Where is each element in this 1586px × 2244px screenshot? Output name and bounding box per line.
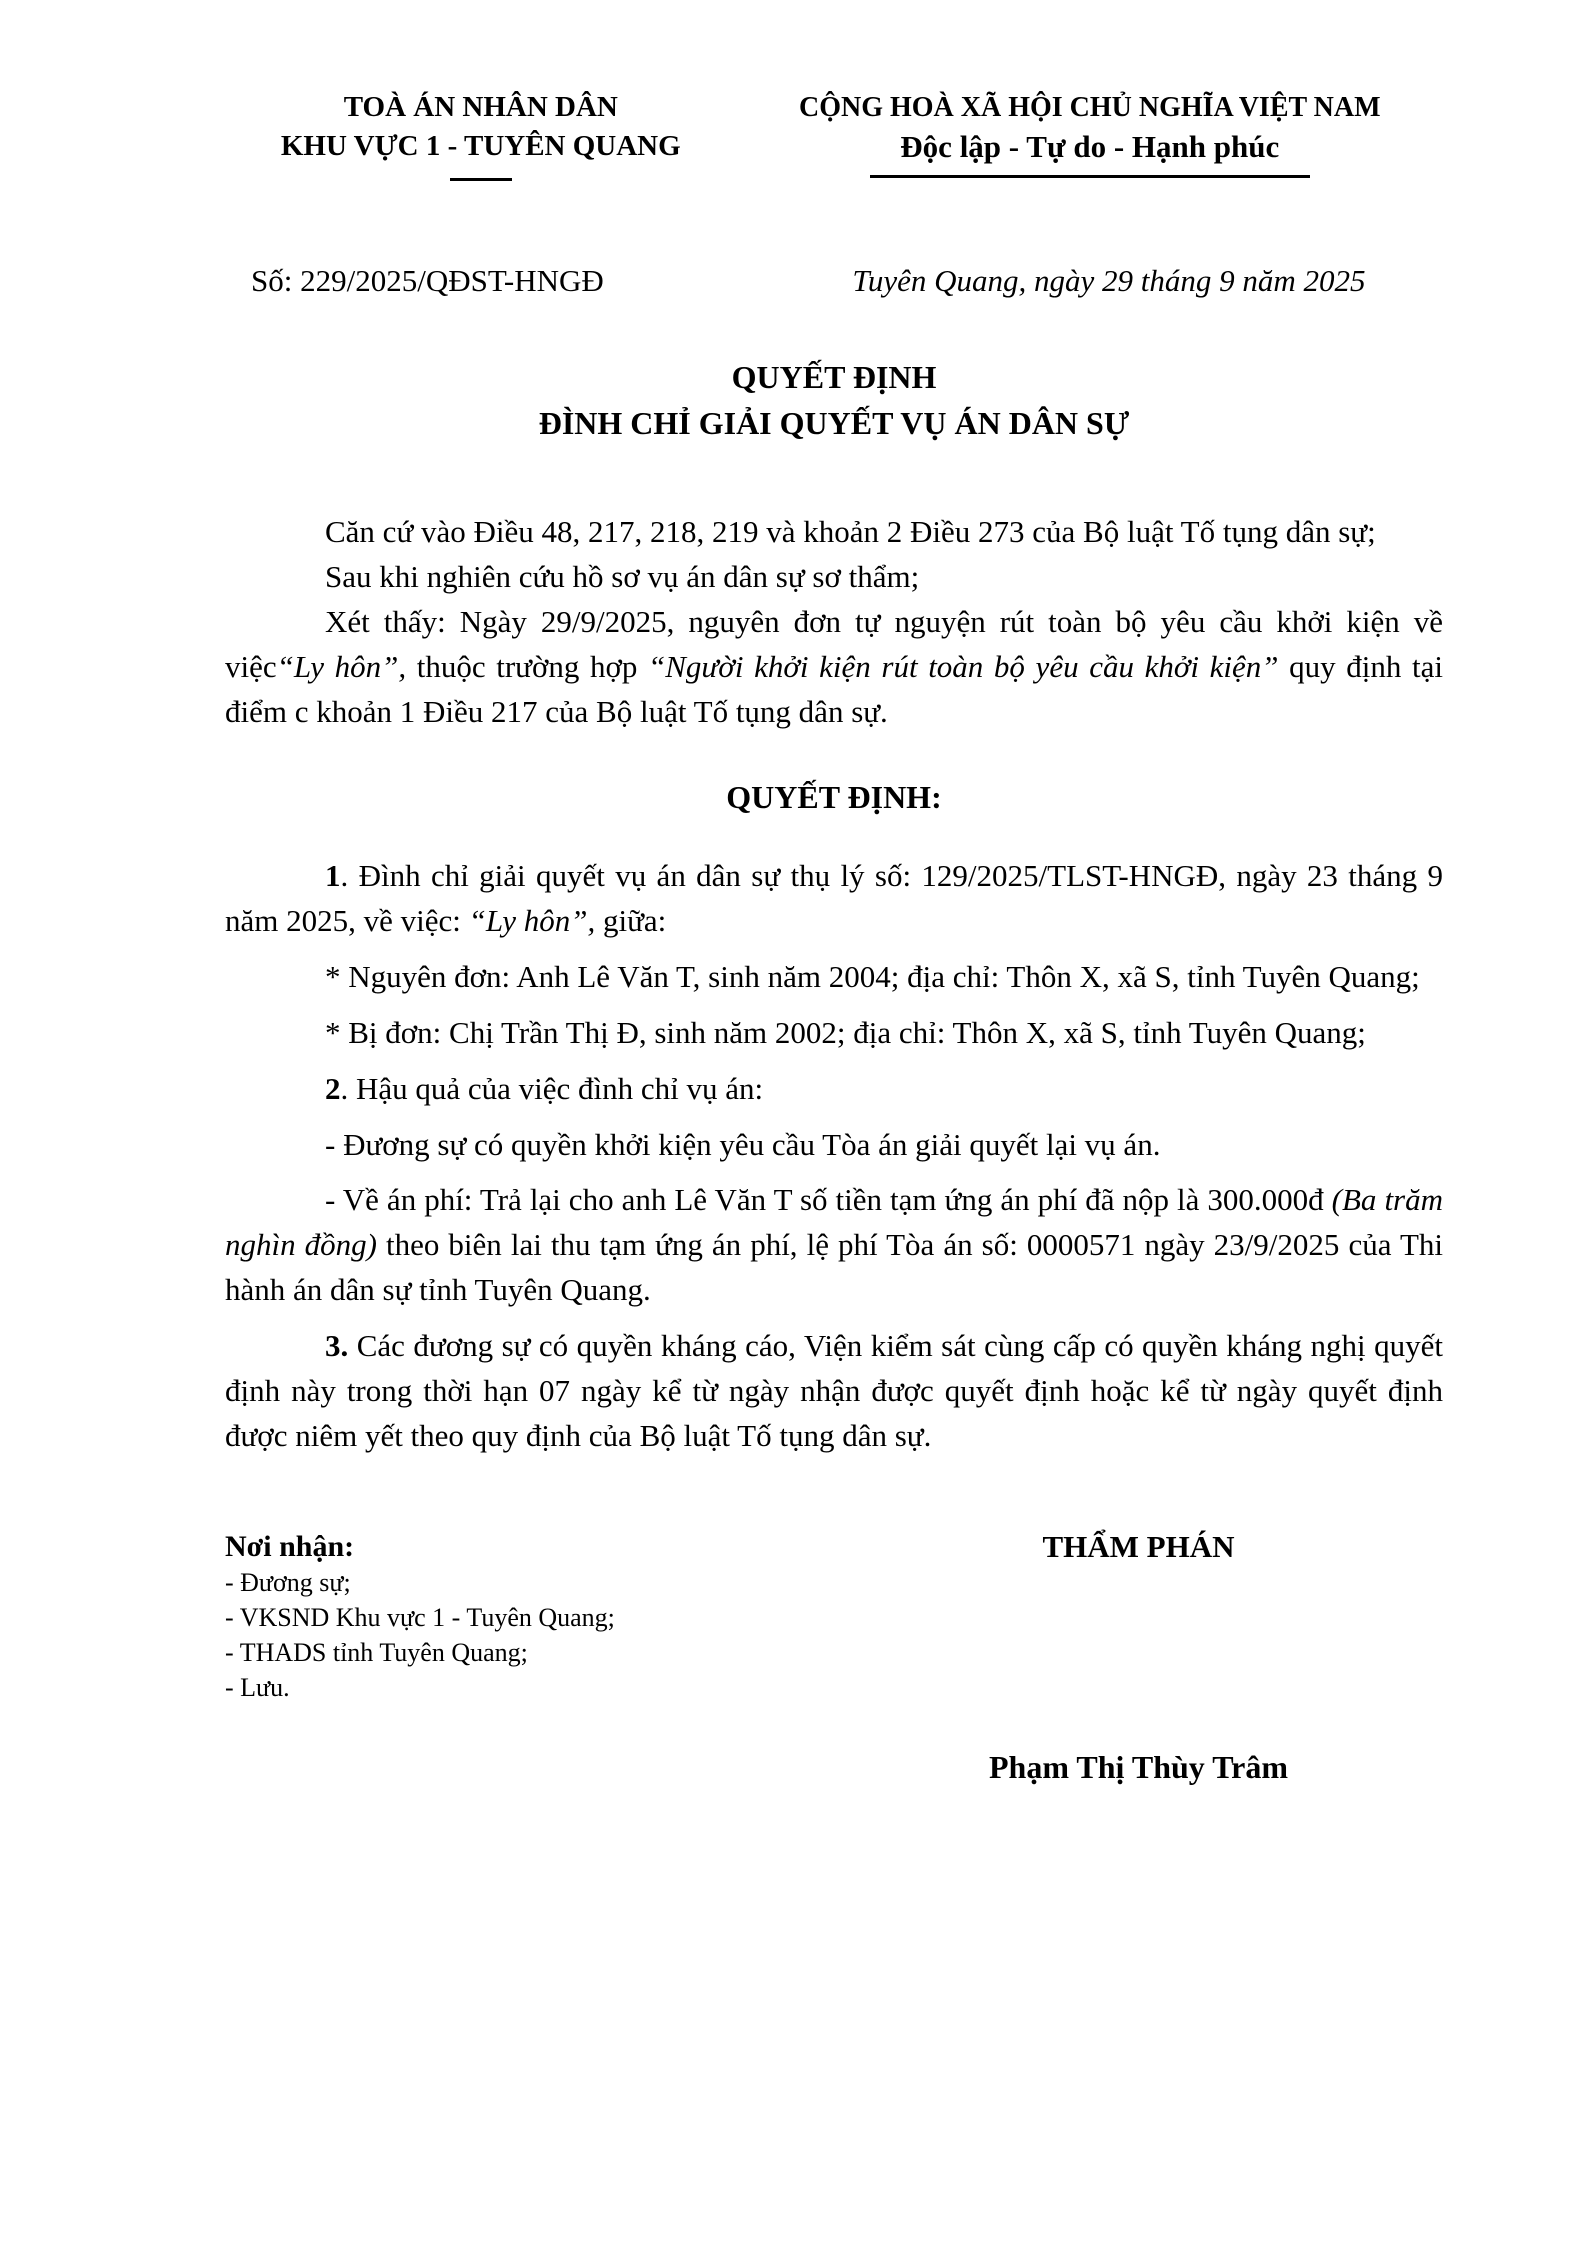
document-title-line1: QUYẾT ĐỊNH [731, 359, 937, 396]
recipients-label: Nơi nhận: [225, 1530, 355, 1564]
paragraph: Căn cứ vào Điều 48, 217, 218, 219 và khoản 2 Điều 273 của Bộ luật Tố tụng dân sự; [325, 514, 1376, 550]
republic-title: CỘNG HOÀ XÃ HỘI CHỦ NGHĨA VIỆT NAM [798, 92, 1381, 123]
document-title [225, 355, 1443, 446]
paragraph: 1. Đình chỉ giải quyết vụ án dân sự thụ lý số: 129/2025/TLST-HNGĐ, ngày 23 tháng 9 năm 2025, về việc: “Ly hôn”, giữa: [225, 857, 1443, 938]
document-footer [225, 1527, 1443, 1786]
paragraph: 2. Hậu quả của việc đình chỉ vụ án: [325, 1070, 764, 1106]
recipient-line: - Lưu. [225, 1672, 290, 1702]
court-name-line2: KHU VỰC 1 - TUYÊN QUANG [280, 130, 681, 163]
number-date-row [225, 263, 1443, 299]
motto-line: Độc lập - Tự do - Hạnh phúc [900, 129, 1280, 165]
recipients-block [225, 1527, 834, 1786]
judge-name: Phạm Thị Thùy Trâm [988, 1749, 1289, 1786]
recipient-line: - Đương sự; [225, 1568, 351, 1598]
court-underline [450, 178, 512, 181]
recipients-list [225, 1566, 834, 1705]
place-and-date: Tuyên Quang, ngày 29 tháng 9 năm 2025 [852, 263, 1366, 299]
paragraph: Xét thấy: Ngày 29/9/2025, nguyên đơn tự nguyện rút toàn bộ yêu cầu khởi kiện về việc“Ly hôn”, thuộc trường hợp “Người khởi kiện rút toàn bộ yêu cầu khởi kiện” quy định tại điểm c khoản 1 Điều 217 của Bộ luật Tố tụng dân sự. [225, 604, 1443, 729]
decision-heading: QUYẾT ĐỊNH: [726, 778, 942, 815]
paragraph: - Đương sự có quyền khởi kiện yêu cầu Tòa án giải quyết lại vụ án. [325, 1126, 1161, 1162]
court-name-line1: TOÀ ÁN NHÂN DÂN [343, 91, 618, 123]
judge-title: THẨM PHÁN [1042, 1529, 1235, 1565]
document-number: Số: 229/2025/QĐST-HNGĐ [251, 263, 604, 299]
recipient-line: - THADS tỉnh Tuyên Quang; [225, 1637, 528, 1667]
recipient-line: - VKSND Khu vực 1 - Tuyên Quang; [225, 1602, 615, 1632]
paragraph: - Về án phí: Trả lại cho anh Lê Văn T số tiền tạm ứng án phí đã nộp là 300.000đ (Ba trăm nghìn đồng) theo biên lai thu tạm ứng án phí, lệ phí Tòa án số: 0000571 ngày 23/9/2025 của Thi hành án dân sự tỉnh Tuyên Quang. [225, 1182, 1444, 1308]
paragraph: 3. Các đương sự có quyền kháng cáo, Viện kiểm sát cùng cấp có quyền kháng nghị quyết định này trong thời hạn 07 ngày kể từ ngày nhận được quyết định hoặc kể từ ngày quyết định được niêm yết theo quy định của Bộ luật Tố tụng dân sự. [225, 1328, 1443, 1454]
court-name-block [225, 88, 737, 181]
national-motto-block [737, 88, 1443, 181]
paragraph: * Bị đơn: Chị Trần Thị Đ, sinh năm 2002; địa chỉ: Thôn X, xã S, tỉnh Tuyên Quang; [325, 1014, 1366, 1050]
preamble [225, 510, 1443, 735]
paragraph: Sau khi nghiên cứu hồ sơ vụ án dân sự sơ thẩm; [325, 559, 920, 595]
signature-block [834, 1527, 1443, 1786]
document-title-line2: ĐÌNH CHỈ GIẢI QUYẾT VỤ ÁN DÂN SỰ [538, 404, 1130, 441]
motto-underline [870, 175, 1310, 178]
decision-body [225, 854, 1443, 1459]
document-header [225, 88, 1443, 181]
paragraph: * Nguyên đơn: Anh Lê Văn T, sinh năm 2004; địa chỉ: Thôn X, xã S, tỉnh Tuyên Quang; [325, 958, 1420, 994]
